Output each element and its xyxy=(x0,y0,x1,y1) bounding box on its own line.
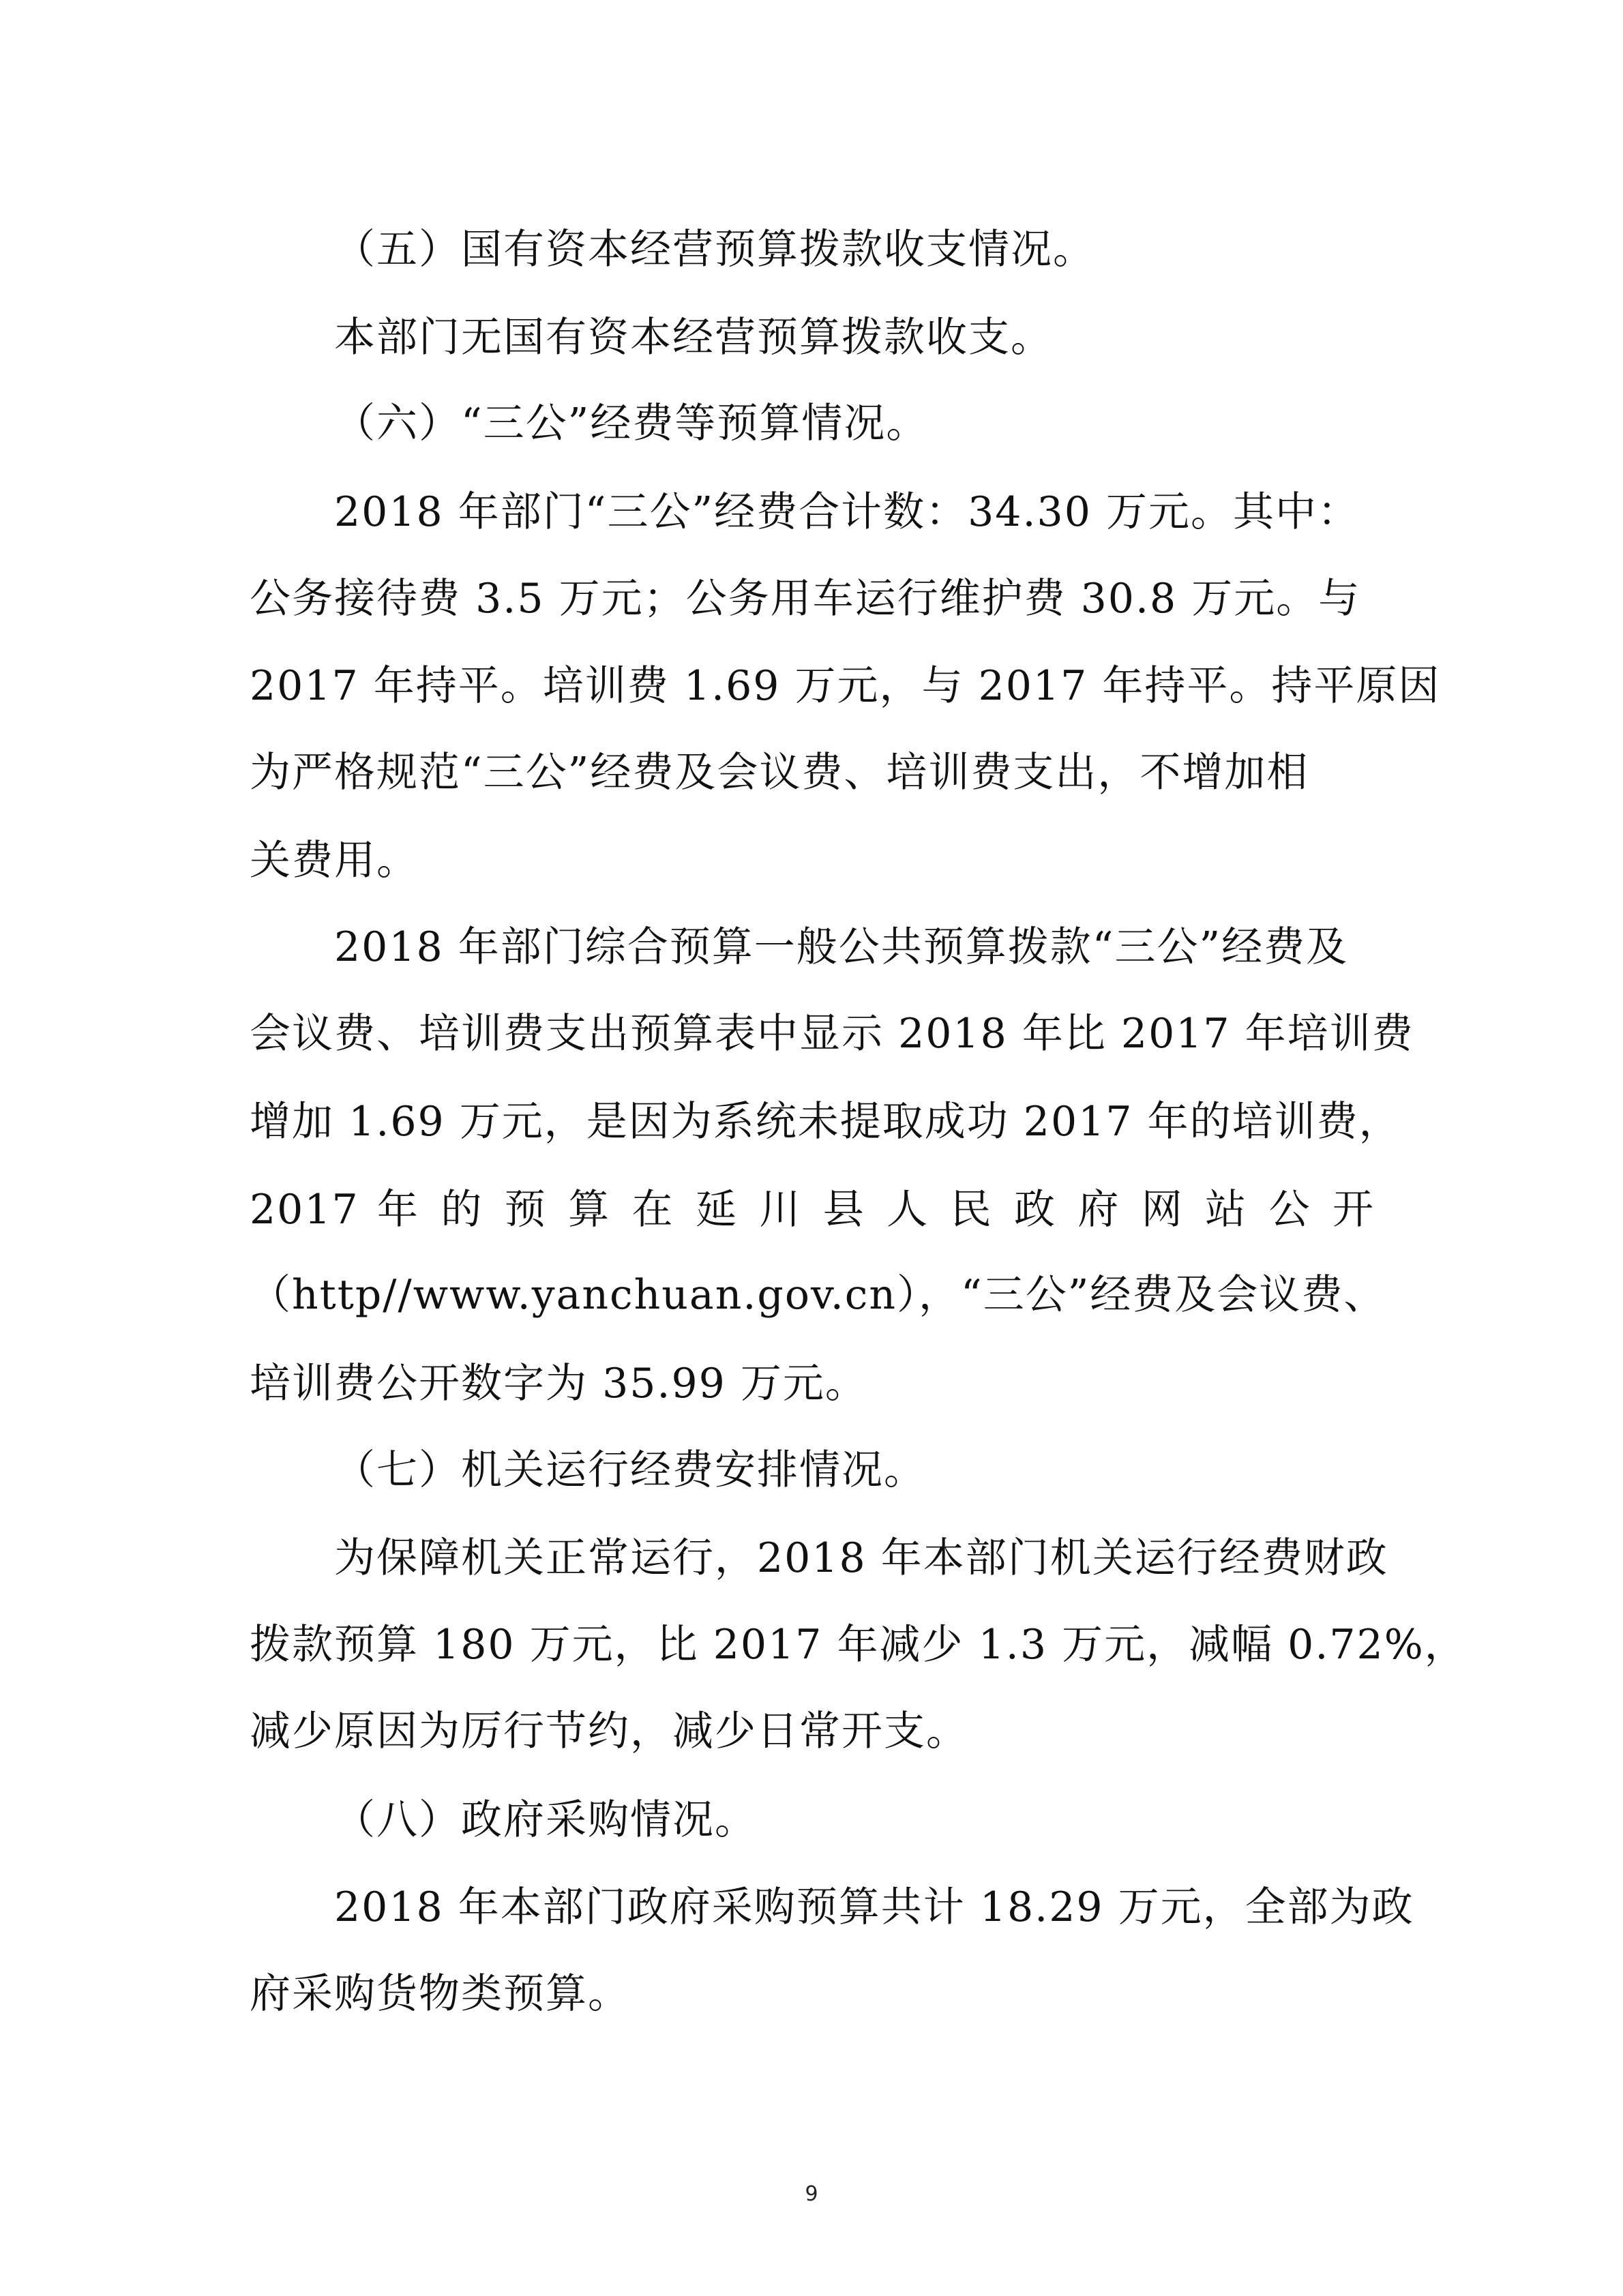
paragraph-line: 拨款预算 180 万元，比 2017 年减少 1.3 万元，减幅 0.72%， xyxy=(250,1621,1467,1669)
paragraph-line: 2018 年本部门政府采购预算共计 18.29 万元，全部为政 xyxy=(334,1883,1414,1931)
section-heading-six: （六）“三公”经费等预算情况。 xyxy=(334,400,929,447)
paragraph-line: 2018 年部门综合预算一般公共预算拨款“三公”经费及 xyxy=(334,923,1349,971)
paragraph-line: 减少原因为厉行节约，减少日常开支。 xyxy=(250,1708,968,1755)
paragraph-line: 2017 年 的 预 算 在 延 川 县 人 民 政 府 网 站 公 开 xyxy=(250,1186,1375,1234)
section-heading-seven: （七）机关运行经费安排情况。 xyxy=(334,1446,926,1494)
paragraph-line: 为严格规范“三公”经费及会议费、培训费支出，不增加相 xyxy=(250,749,1309,796)
paragraph-line: 2018 年部门“三公”经费合计数：34.30 万元。其中： xyxy=(334,488,1360,536)
paragraph-line: 增加 1.69 万元，是因为系统未提取成功 2017 年的培训费， xyxy=(250,1098,1401,1146)
website-reference-line: （http//www.yanchuan.gov.cn），“三公”经费及会议费、 xyxy=(250,1271,1386,1319)
section-heading-eight: （八）政府采购情况。 xyxy=(334,1796,757,1844)
paragraph-line: 培训费公开数字为 35.99 万元。 xyxy=(250,1360,867,1407)
page-number: 9 xyxy=(805,2182,818,2206)
paragraph-line: 为保障机关正常运行，2018 年本部门机关运行经费财政 xyxy=(334,1534,1388,1582)
paragraph-line: 关费用。 xyxy=(250,837,419,884)
paragraph-line: 公务接待费 3.5 万元；公务用车运行维护费 30.8 万元。与 xyxy=(250,575,1361,623)
paragraph-line: 本部门无国有资本经营预算拨款收支。 xyxy=(334,314,1053,361)
paragraph-line: 2017 年持平。培训费 1.69 万元，与 2017 年持平。持平原因 xyxy=(250,662,1441,710)
paragraph-line: 会议费、培训费支出预算表中显示 2018 年比 2017 年培训费 xyxy=(250,1010,1414,1058)
section-heading-five: （五）国有资本经营预算拨款收支情况。 xyxy=(334,226,1095,273)
paragraph-line: 府采购货物类预算。 xyxy=(250,1970,630,2018)
